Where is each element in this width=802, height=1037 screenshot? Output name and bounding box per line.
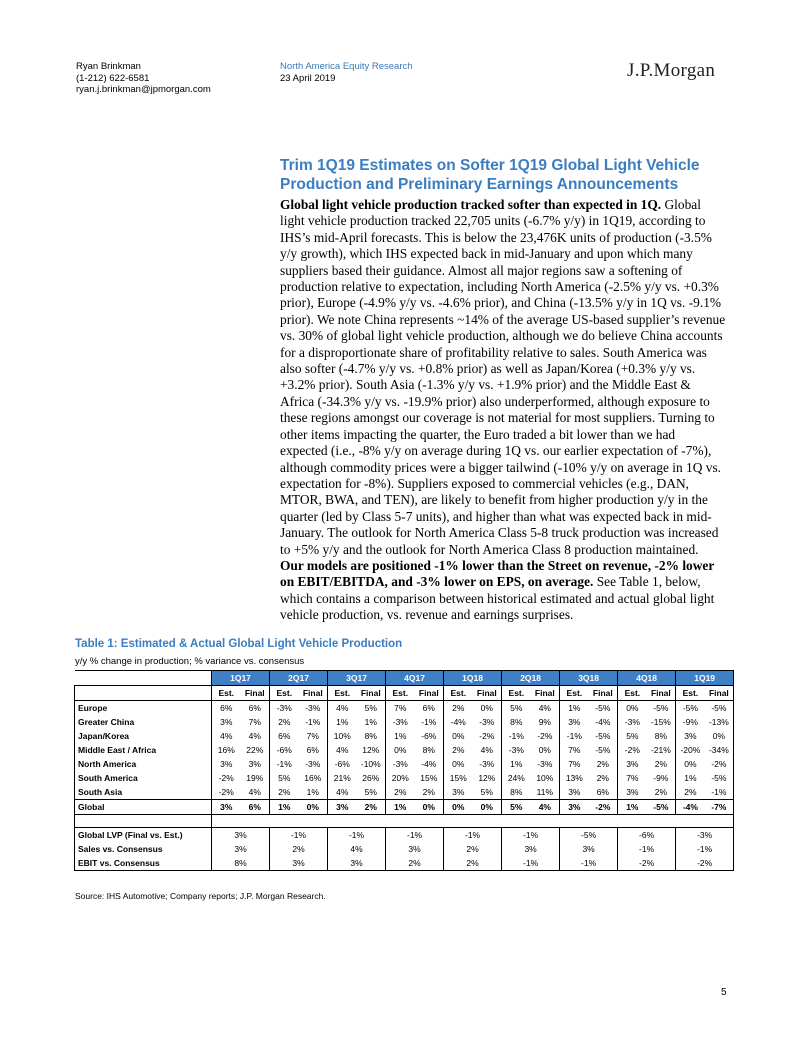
est-header: Est. [212, 686, 241, 701]
table-cell: -4% [421, 759, 437, 769]
table-cell: 5% [502, 701, 531, 716]
row-label: Japan/Korea [75, 729, 212, 743]
table-cell: 2% [386, 856, 444, 871]
table-cell: -7% [705, 800, 734, 815]
table-cell: -1% [560, 729, 589, 743]
table-cell: 0% [480, 703, 493, 713]
final-header: Final [302, 688, 323, 698]
table-cell: 3% [212, 715, 241, 729]
table-cell: -5% [595, 703, 611, 713]
row-label: Europe [75, 701, 212, 716]
table-cell: -1% [618, 842, 676, 856]
quarter-header: 4Q17 [386, 671, 444, 686]
table-row [75, 800, 734, 815]
table-cell: -4% [444, 715, 473, 729]
quarter-header: 2Q17 [270, 671, 328, 686]
division-label: North America Equity Research [280, 61, 413, 72]
table-cell: 4% [328, 842, 386, 856]
table-cell: 1% [386, 800, 415, 815]
table-cell: 0% [705, 729, 734, 743]
table-cell: 4% [480, 745, 493, 755]
table-cell: 5% [270, 771, 299, 785]
table-cell: 3% [328, 856, 386, 871]
summary-row [75, 828, 734, 843]
table-cell: 2% [444, 743, 473, 757]
table-cell: 1% [386, 729, 415, 743]
est-header: Est. [270, 686, 299, 701]
row-label: Sales vs. Consensus [75, 842, 212, 856]
summary-row [75, 842, 734, 856]
table-cell: 7% [560, 743, 589, 757]
table-cell: 5% [618, 729, 647, 743]
table-cell: 0% [618, 701, 647, 716]
table-cell: -2% [212, 785, 241, 800]
table-cell: 3% [328, 800, 357, 815]
table-cell: 3% [270, 856, 328, 871]
table-cell: 2% [422, 787, 435, 797]
table-cell: 2% [596, 759, 609, 769]
table-cell: -1% [386, 828, 444, 843]
table-cell: 1% [618, 800, 647, 815]
table-cell: 24% [502, 771, 531, 785]
table-cell: -1% [305, 717, 321, 727]
table-cell: 10% [328, 729, 357, 743]
table-cell: -2% [705, 757, 734, 771]
table-cell: 8% [502, 715, 531, 729]
table-cell: -1% [502, 828, 560, 843]
table-cell: 0% [676, 757, 705, 771]
est-header: Est. [676, 686, 705, 701]
quarter-header-row [75, 671, 734, 686]
table-cell: -3% [537, 759, 553, 769]
table-cell: -34% [705, 743, 734, 757]
table-cell: -1% [502, 856, 560, 871]
table-cell: 1% [676, 771, 705, 785]
table-cell: -9% [653, 773, 669, 783]
table-cell: -3% [502, 743, 531, 757]
table-cell: 26% [362, 773, 380, 783]
table-cell: -1% [421, 717, 437, 727]
table-cell: 4% [538, 802, 551, 812]
table-cell: -5% [705, 701, 734, 716]
table-cell: 5% [364, 703, 377, 713]
final-header: Final [244, 688, 265, 698]
table-cell: -3% [270, 701, 299, 716]
table-cell: -1% [444, 828, 502, 843]
table-cell: 2% [364, 802, 377, 812]
paragraph-lead: Our models are positioned -1% lower than the Street on revenue, -2% lower on EBIT/EBITDA, and -3% lower on EPS, on average. [280, 558, 715, 590]
report-date: 23 April 2019 [280, 72, 336, 84]
table-cell: -1% [560, 856, 618, 871]
table-cell: 8% [654, 731, 668, 741]
table-cell: -6% [421, 731, 437, 741]
table-cell: -4% [595, 717, 611, 727]
table-cell: -5% [653, 703, 669, 713]
table-cell: 3% [212, 757, 241, 771]
quarter-header: 1Q18 [444, 671, 502, 686]
table-cell: 3% [560, 785, 589, 800]
table-cell: 8% [212, 856, 270, 871]
table-cell: 2% [444, 842, 502, 856]
table-cell: 1% [560, 701, 589, 716]
final-header: Final [534, 688, 555, 698]
table-cell: 19% [246, 773, 264, 783]
table-cell: 16% [304, 773, 322, 783]
table-cell: 0% [422, 802, 435, 812]
table-cell: 3% [212, 842, 270, 856]
table-cell: 7% [560, 757, 589, 771]
table-cell: -2% [212, 771, 241, 785]
table-cell: 2% [654, 759, 668, 769]
page-number: 5 [721, 987, 727, 998]
table-cell: 11% [536, 787, 554, 797]
table-cell: -4% [676, 800, 705, 815]
table-cell: 2% [386, 785, 415, 800]
table-cell: -2% [618, 856, 676, 871]
table-row [75, 729, 734, 743]
table-cell: 15% [420, 773, 438, 783]
table-cell: 12% [362, 745, 380, 755]
author-email[interactable]: ryan.j.brinkman@jpmorgan.com [76, 84, 211, 95]
table-cell: -2% [595, 802, 611, 812]
quarter-header: 1Q17 [212, 671, 270, 686]
table-cell: -13% [705, 715, 734, 729]
table-cell: -3% [386, 715, 415, 729]
table-cell: 3% [676, 729, 705, 743]
table-cell: -3% [386, 757, 415, 771]
table-cell: -5% [705, 771, 734, 785]
paragraph-body: See Table 1, below, which contains a comparison between historical estimated and actual global light vehicle production, vs. revenue and earnings surprises. [280, 574, 715, 623]
table-cell: -5% [653, 802, 669, 812]
table-cell: 12% [478, 773, 496, 783]
table-subtitle: y/y % change in production; % variance vs. consensus [75, 656, 305, 667]
table-cell: 1% [306, 787, 319, 797]
table-cell: 6% [212, 701, 241, 716]
table-cell: 0% [444, 757, 473, 771]
table-cell: 2% [676, 785, 705, 800]
table-cell: -15% [650, 717, 671, 727]
est-header: Est. [618, 686, 647, 701]
table-cell: 4% [328, 701, 357, 716]
table-cell: -3% [618, 715, 647, 729]
table-cell: -5% [560, 828, 618, 843]
table-cell: -1% [502, 729, 531, 743]
table-row [75, 785, 734, 800]
final-header: Final [650, 688, 671, 698]
table-cell: 3% [502, 842, 560, 856]
table-cell: 8% [422, 745, 435, 755]
table-cell: 4% [328, 785, 357, 800]
row-label: EBIT vs. Consensus [75, 856, 212, 871]
est-header: Est. [560, 686, 589, 701]
paragraph-models [280, 558, 726, 624]
table-cell: 3% [386, 842, 444, 856]
final-header: Final [418, 688, 439, 698]
table-cell: 2% [270, 785, 299, 800]
quarter-header: 1Q19 [676, 671, 734, 686]
table-row [75, 771, 734, 785]
table-cell: 1% [502, 757, 531, 771]
table-cell: 2% [270, 715, 299, 729]
production-table [74, 670, 734, 871]
table-cell: -1% [705, 785, 734, 800]
row-label: South America [75, 771, 212, 785]
table-spacer-row [75, 815, 734, 828]
table-cell: 4% [248, 731, 261, 741]
table-cell: 8% [502, 785, 531, 800]
table-cell: 0% [480, 802, 493, 812]
table-cell: 1% [364, 717, 377, 727]
quarter-header: 3Q18 [560, 671, 618, 686]
header-blank-cell [75, 686, 212, 701]
table-cell: 6% [270, 729, 299, 743]
table-cell: -2% [676, 856, 734, 871]
table-cell: 8% [364, 731, 377, 741]
table-cell: 2% [654, 787, 668, 797]
table-cell: 4% [212, 729, 241, 743]
table-cell: -2% [479, 731, 495, 741]
table-cell: 3% [212, 828, 270, 843]
table-cell: -6% [618, 828, 676, 843]
quarter-header: 4Q18 [618, 671, 676, 686]
row-label: Middle East / Africa [75, 743, 212, 757]
table-cell: -5% [595, 731, 611, 741]
jpmorgan-logo: J.P.Morgan [627, 60, 716, 81]
table-cell: 3% [560, 842, 618, 856]
table-cell: -3% [479, 759, 495, 769]
table-cell: 0% [444, 800, 473, 815]
table-cell: 0% [386, 743, 415, 757]
table-cell: 1% [328, 715, 357, 729]
final-header: Final [592, 688, 613, 698]
summary-row [75, 856, 734, 871]
table-cell: -20% [676, 743, 705, 757]
table-cell: -10% [360, 759, 381, 769]
table-source: Source: IHS Automotive; Company reports; J.P. Morgan Research. [75, 891, 326, 901]
table-cell: -2% [618, 743, 647, 757]
final-header: Final [360, 688, 381, 698]
author-name: Ryan Brinkman [76, 61, 141, 72]
paragraph-production [280, 197, 726, 558]
table-title: Table 1: Estimated & Actual Global Light Vehicle Production [75, 638, 403, 650]
table-cell: 7% [306, 731, 319, 741]
table-cell: -3% [305, 703, 321, 713]
table-cell: -1% [270, 828, 328, 843]
table-row [75, 715, 734, 729]
table-cell: -3% [676, 828, 734, 843]
est-header: Est. [444, 686, 473, 701]
table-cell: 3% [618, 757, 647, 771]
table-cell: 3% [618, 785, 647, 800]
table-cell: 4% [248, 787, 261, 797]
quarter-header: 2Q18 [502, 671, 560, 686]
table-cell: -9% [676, 715, 705, 729]
paragraph-lead: Global light vehicle production tracked softer than expected in 1Q. [280, 197, 662, 212]
table-cell: 3% [560, 715, 589, 729]
table-cell: 5% [480, 787, 493, 797]
table-cell: 21% [328, 771, 357, 785]
table-cell: 4% [538, 703, 551, 713]
table-cell: 1% [270, 800, 299, 815]
table-cell: 2% [596, 773, 609, 783]
table-cell: 22% [246, 745, 264, 755]
table-cell: 20% [386, 771, 415, 785]
author-block [76, 61, 211, 96]
table-cell: 4% [328, 743, 357, 757]
table-cell: 2% [444, 701, 473, 716]
spacer-cell [75, 815, 212, 828]
table-cell: 10% [536, 773, 554, 783]
table-cell: -2% [537, 731, 553, 741]
quarter-header: 3Q17 [328, 671, 386, 686]
table-cell: 6% [248, 802, 261, 812]
table-cell: -6% [328, 757, 357, 771]
table-cell: 7% [618, 771, 647, 785]
table-cell: 3% [560, 800, 589, 815]
section-title: Trim 1Q19 Estimates on Softer 1Q19 Global Light Vehicle Production and Preliminary Earnings Announcements [280, 157, 700, 193]
table-cell: 5% [502, 800, 531, 815]
est-header: Est. [328, 686, 357, 701]
row-label: Greater China [75, 715, 212, 729]
author-phone: (1-212) 622-6581 [76, 72, 150, 84]
table-row [75, 743, 734, 757]
spacer-cell [212, 815, 734, 828]
est-header: Est. [386, 686, 415, 701]
table-cell: -5% [676, 701, 705, 716]
table-cell: 0% [538, 745, 551, 755]
table-row [75, 701, 734, 716]
header-blank-cell [75, 671, 212, 686]
table-cell: 0% [444, 729, 473, 743]
table-cell: -1% [328, 828, 386, 843]
est-header: Est. [502, 686, 531, 701]
table-cell: -1% [676, 842, 734, 856]
final-header: Final [705, 686, 734, 701]
table-cell: 0% [306, 802, 319, 812]
report-meta [280, 61, 413, 84]
table-cell: -3% [479, 717, 495, 727]
table-cell: 7% [248, 717, 261, 727]
row-label: Global LVP (Final vs. Est.) [75, 828, 212, 843]
final-header: Final [476, 688, 497, 698]
table-cell: 6% [306, 745, 319, 755]
row-label: Global [75, 800, 212, 815]
table-cell: 16% [212, 743, 241, 757]
row-label: South Asia [75, 785, 212, 800]
table-cell: 13% [560, 771, 589, 785]
table-cell: 15% [444, 771, 473, 785]
table-cell: 6% [422, 703, 435, 713]
table-cell: -6% [270, 743, 299, 757]
row-label: North America [75, 757, 212, 771]
paragraph-body: Global light vehicle production tracked 22,705 units (-6.7% y/y) in 1Q19, according to IHS’s mid-April forecasts. This is below the 23,476K units of production (-3.5% y/y growth), which IHS expected back in mid-January and upon which many suppliers based their guidance. Almost all major regions saw a softening of production relative to expectation, including North America (-2.5% y/y vs. +0.3% prior), Europe (-4.9% y/y vs. -4.6% prior), and China (-13.5% y/y in 1Q vs. -9.1% prior). We note China represents ~14% of the average US-based supplier’s revenue vs. 30% of global light vehicle production, although we do believe China accounts for a disproportionate share of profitability relative to sales. South America was also softer (-4.7% y/y vs. +0.8% prior) as well as Japan/Korea (+0.3% y/y vs. +3.2% prior). South Asia (-1.3% y/y vs. +1.9% prior) and the Middle East & Africa (-34.3% y/y vs. -19.9% prior) also underperformed, although exposure to these regions amongst our coverage is not material for most suppliers. Turning to other items impacting the quarter, the Euro traded a bit lower than we had expected (i.e., -8% y/y on average during 1Q vs. our earlier expectation of -7%), although commodity prices were a bigger tailwind (-10% y/y on average in 1Q vs. expectation for -8%). Suppliers exposed to commercial vehicles (e.g., DAN, MTOR, BWA, and TEN), are likely to benefit from higher production y/y in the quarter (led by Class 5-7 units), and higher than what was expected back in mid-January. The outlook for North America Class 5-8 truck production was increased to +5% y/y and the outlook for North America Class 8 production maintained. [280, 197, 726, 557]
table-cell: -3% [305, 759, 321, 769]
est-final-header-row [75, 686, 734, 701]
table-row [75, 757, 734, 771]
table-cell: 6% [596, 787, 609, 797]
table-cell: 2% [444, 856, 502, 871]
table-cell: 3% [212, 800, 241, 815]
table-cell: 6% [248, 703, 261, 713]
table-cell: 5% [364, 787, 377, 797]
table-cell: -5% [595, 745, 611, 755]
table-cell: 2% [270, 842, 328, 856]
table-cell: 3% [444, 785, 473, 800]
table-cell: 3% [248, 759, 261, 769]
table-cell: 7% [386, 701, 415, 716]
table-cell: 9% [538, 717, 551, 727]
table-cell: -21% [650, 745, 671, 755]
table-cell: -1% [270, 757, 299, 771]
